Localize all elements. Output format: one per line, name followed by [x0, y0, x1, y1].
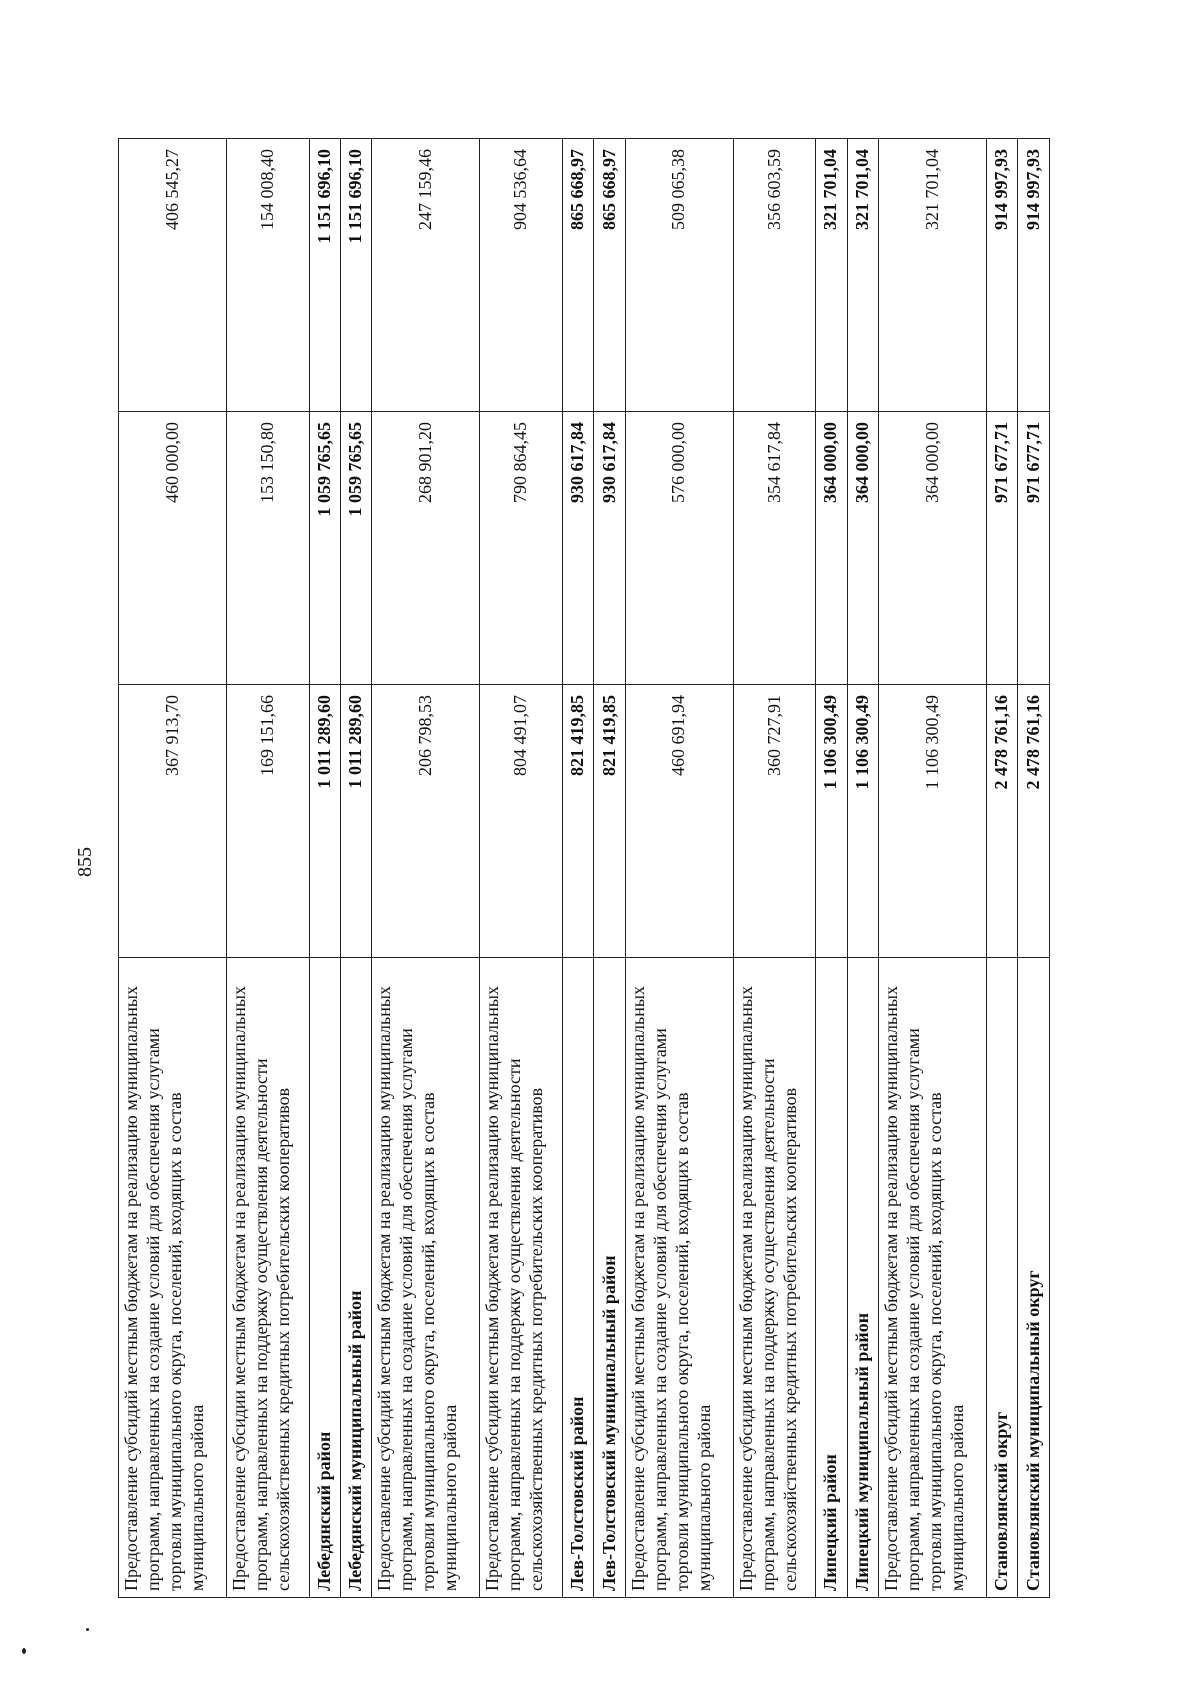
row-value-1: 360 727,91 [733, 685, 816, 958]
row-value-3: 247 159,46 [372, 139, 480, 412]
row-value-3: 865 668,97 [562, 139, 593, 412]
row-value-3: 321 701,04 [816, 139, 847, 412]
subsidy-table [118, 138, 1050, 1598]
rotated-page-content [118, 138, 1050, 1598]
row-value-2: 930 617,84 [594, 412, 625, 685]
row-name: Предоставление субсидии местным бюджетам на реализацию муниципальных программ, направленных на поддержку осуществления деятельности сельскохозяйственных кредитных потребительских кооперативов [480, 958, 563, 1598]
row-value-3: 509 065,38 [625, 139, 733, 412]
row-value-1: 2 478 761,16 [1018, 685, 1050, 958]
row-value-1: 821 419,85 [562, 685, 593, 958]
row-value-3: 865 668,97 [594, 139, 625, 412]
table-row [1018, 139, 1050, 1598]
table-row [816, 139, 847, 1598]
row-value-1: 1 106 300,49 [879, 685, 987, 958]
row-name: Предоставление субсидий местным бюджетам на реализацию муниципальных программ, направленных на создание условий для обеспечения услугами торговли муниципального округа, поселений, входящих в состав муниципального района [119, 958, 227, 1598]
row-value-2: 153 150,80 [227, 412, 310, 685]
row-name: Лебедянский район [309, 958, 340, 1598]
row-value-3: 1 151 696,10 [309, 139, 340, 412]
row-value-2: 790 864,45 [480, 412, 563, 685]
row-value-2: 971 677,71 [987, 412, 1018, 685]
row-name: Предоставление субсидий местным бюджетам на реализацию муниципальных программ, направленных на создание условий для обеспечения услугами торговли муниципального округа, поселений, входящих в состав муниципального района [625, 958, 733, 1598]
row-value-2: 930 617,84 [562, 412, 593, 685]
row-name: Предоставление субсидий местным бюджетам на реализацию муниципальных программ, направленных на создание условий для обеспечения услугами торговли муниципального округа, поселений, входящих в состав муниципального района [372, 958, 480, 1598]
row-name: Становлянский муниципальный округ [1018, 958, 1050, 1598]
row-value-1: 1 106 300,49 [847, 685, 878, 958]
row-name: Лев-Толстовский муниципальный район [594, 958, 625, 1598]
row-value-3: 154 008,40 [227, 139, 310, 412]
table-row [987, 139, 1018, 1598]
row-value-3: 1 151 696,10 [340, 139, 371, 412]
table-row [372, 139, 480, 1598]
row-value-2: 364 000,00 [879, 412, 987, 685]
row-value-1: 804 491,07 [480, 685, 563, 958]
row-value-2: 364 000,00 [847, 412, 878, 685]
row-value-3: 914 997,93 [987, 139, 1018, 412]
table-row [340, 139, 371, 1598]
table-row [733, 139, 816, 1598]
row-name: Становлянский округ [987, 958, 1018, 1598]
row-value-1: 1 106 300,49 [816, 685, 847, 958]
table-row [227, 139, 310, 1598]
row-name: Предоставление субсидий местным бюджетам на реализацию муниципальных программ, направленных на создание условий для обеспечения услугами торговли муниципального округа, поселений, входящих в состав муниципального района [879, 958, 987, 1598]
row-name: Предоставление субсидии местным бюджетам на реализацию муниципальных программ, направленных на поддержку осуществления деятельности сельскохозяйственных кредитных потребительских кооперативов [733, 958, 816, 1598]
table-row [309, 139, 340, 1598]
row-value-1: 1 011 289,60 [309, 685, 340, 958]
scan-speck [22, 1648, 26, 1654]
row-value-2: 1 059 765,65 [340, 412, 371, 685]
row-name: Лебедянский муниципальный район [340, 958, 371, 1598]
row-value-2: 576 000,00 [625, 412, 733, 685]
table-row [562, 139, 593, 1598]
row-name: Липецкий муниципальный район [847, 958, 878, 1598]
row-value-3: 321 701,04 [847, 139, 878, 412]
row-value-1: 821 419,85 [594, 685, 625, 958]
table-row [594, 139, 625, 1598]
table-row [879, 139, 987, 1598]
row-value-2: 268 901,20 [372, 412, 480, 685]
row-value-3: 356 603,59 [733, 139, 816, 412]
page-number: 855 [74, 847, 96, 877]
row-value-3: 321 701,04 [879, 139, 987, 412]
row-value-2: 354 617,84 [733, 412, 816, 685]
row-value-2: 971 677,71 [1018, 412, 1050, 685]
row-name: Предоставление субсидии местным бюджетам на реализацию муниципальных программ, направленных на поддержку осуществления деятельности сельскохозяйственных кредитных потребительских кооперативов [227, 958, 310, 1598]
table-row [847, 139, 878, 1598]
row-value-3: 914 997,93 [1018, 139, 1050, 412]
table-row [480, 139, 563, 1598]
scan-speck [86, 1628, 89, 1631]
row-value-2: 364 000,00 [816, 412, 847, 685]
table-row [625, 139, 733, 1598]
row-value-3: 904 536,64 [480, 139, 563, 412]
row-value-2: 1 059 765,65 [309, 412, 340, 685]
row-value-1: 1 011 289,60 [340, 685, 371, 958]
row-name: Лев-Толстовский район [562, 958, 593, 1598]
row-value-2: 460 000,00 [119, 412, 227, 685]
row-value-1: 206 798,53 [372, 685, 480, 958]
row-value-1: 367 913,70 [119, 685, 227, 958]
row-value-1: 460 691,94 [625, 685, 733, 958]
table-row [119, 139, 227, 1598]
row-value-3: 406 545,27 [119, 139, 227, 412]
row-value-1: 169 151,66 [227, 685, 310, 958]
row-name: Липецкий район [816, 958, 847, 1598]
row-value-1: 2 478 761,16 [987, 685, 1018, 958]
